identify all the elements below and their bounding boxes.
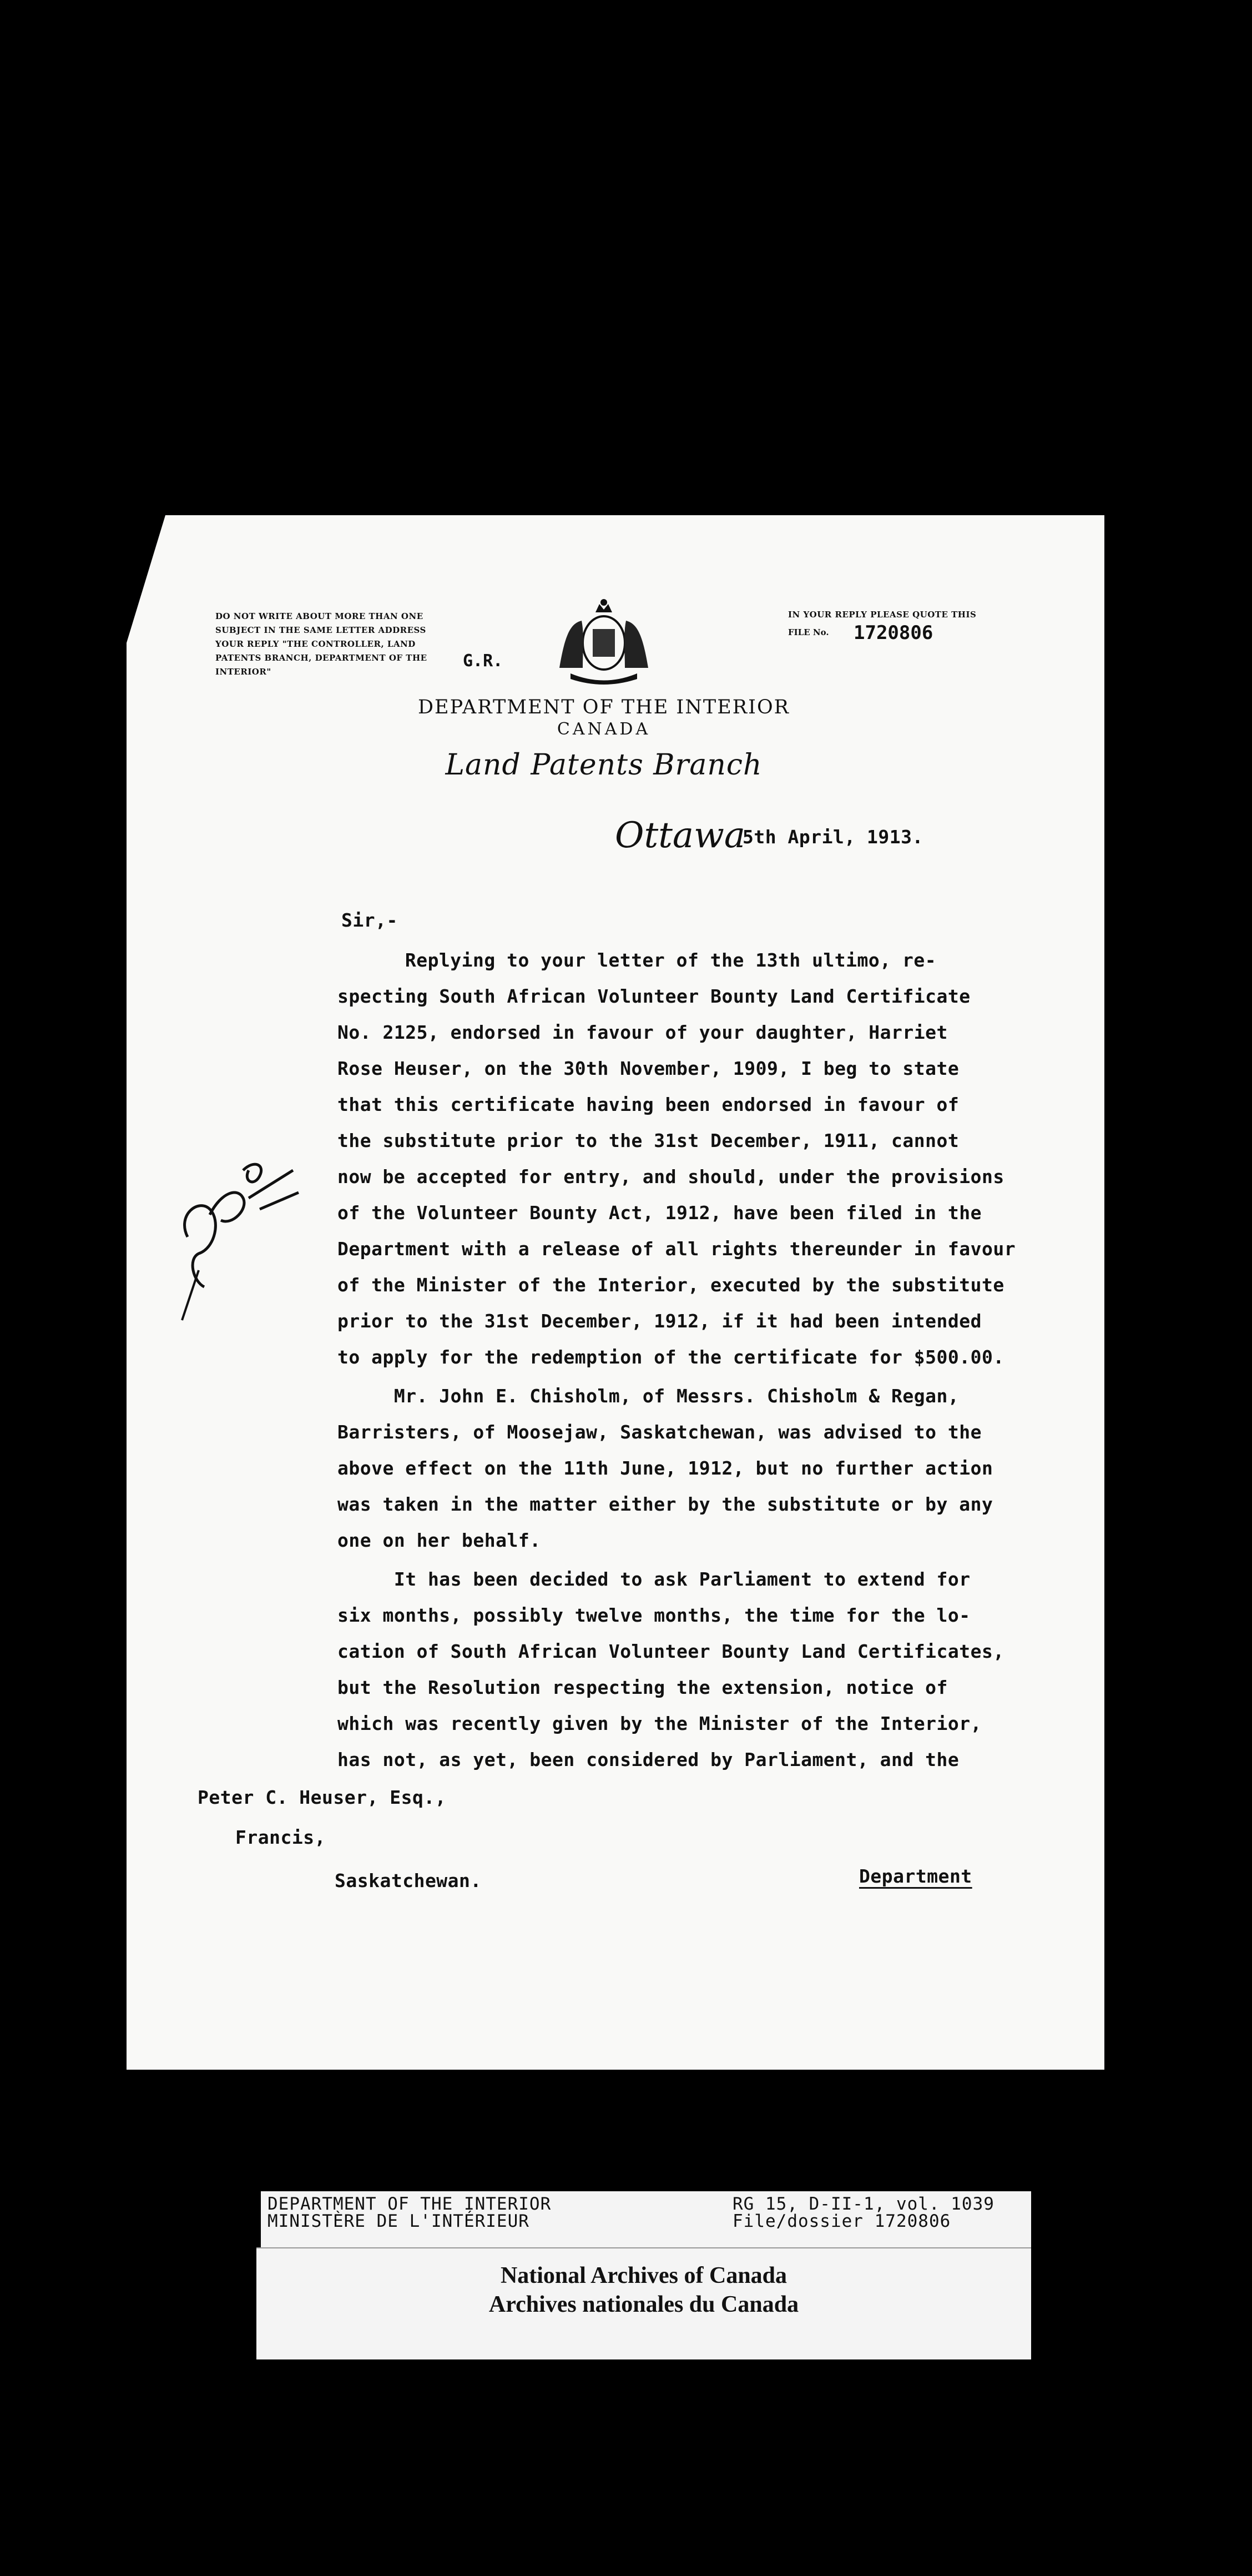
page-corner-fold [127, 515, 165, 643]
body-line: Department with a release of all rights thereunder in favour [337, 1238, 1016, 1260]
body-line: one on her behalf. [337, 1530, 541, 1551]
body-line: the substitute prior to the 31st December, 1911, cannot [337, 1130, 960, 1151]
instruction-note: DO NOT WRITE ABOUT MORE THAN ONE SUBJECT IN THE SAME LETTER ADDRESS YOUR REPLY "THE CONTROLLER, LAND PATENTS BRANCH, DEPARTMENT OF THE INTERIOR" [215, 611, 427, 677]
archives-name-en: National Archives of Canada [500, 2263, 787, 2288]
body-line: cation of South African Volunteer Bounty Land Certificates, [337, 1641, 1004, 1662]
address-line: Saskatchewan. [335, 1870, 482, 1891]
body-line: has not, as yet, been considered by Parliament, and the [337, 1749, 960, 1770]
archives-name-fr: Archives nationales du Canada [488, 2292, 799, 2317]
body-line: No. 2125, endorsed in favour of your daughter, Harriet [337, 1022, 948, 1043]
address-line: Francis, [235, 1827, 326, 1848]
body-line: Rose Heuser, on the 30th November, 1909, I beg to state [337, 1058, 960, 1079]
archives-name-label [256, 2247, 1031, 2359]
body-line: was taken in the matter either by the substitute or by any [337, 1493, 993, 1515]
department-fr: MINISTÈRE DE L'INTÉRIEUR [267, 2211, 529, 2231]
initials: G.R. [463, 651, 503, 671]
body-line: Replying to your letter of the 13th ultimo, re- [349, 949, 937, 971]
archive-reference-label [261, 2191, 1031, 2251]
file-number: 1720806 [854, 622, 933, 644]
body-line: of the Minister of the Interior, executed by the substitute [337, 1274, 1004, 1296]
body-line: which was recently given by the Minister of the Interior, [337, 1713, 982, 1734]
branch-name: Land Patents Branch [445, 748, 763, 782]
royal-coat-of-arms-icon [548, 590, 659, 685]
body-line: specting South African Volunteer Bounty Land Certificate [337, 985, 971, 1007]
body-line: Barristers, of Moosejaw, Saskatchewan, was advised to the [337, 1421, 982, 1443]
body-line: It has been decided to ask Parliament to extend for [337, 1568, 971, 1590]
continued-note: Department [859, 1865, 972, 1887]
archive-ref: RG 15, D-II-1, vol. 1039 [733, 2194, 994, 2214]
body-line: six months, possibly twelve months, the time for the lo- [337, 1604, 971, 1626]
department-en: DEPARTMENT OF THE INTERIOR [267, 2194, 552, 2214]
body-line: of the Volunteer Bounty Act, 1912, have been filed in the [337, 1202, 982, 1224]
department-name: DEPARTMENT OF THE INTERIOR [417, 696, 790, 718]
address-line: Peter C. Heuser, Esq., [198, 1787, 447, 1808]
file-label: FILE No. [788, 627, 829, 637]
body-line: but the Resolution respecting the extension, notice of [337, 1677, 948, 1698]
reply-quote-note: IN YOUR REPLY PLEASE QUOTE THIS [788, 610, 977, 620]
salutation: Sir,- [341, 909, 398, 931]
body-line: that this certificate having been endorsed in favour of [337, 1094, 960, 1115]
body-line: prior to the 31st December, 1912, if it had been intended [337, 1310, 982, 1332]
handwritten-initials-icon [165, 1104, 310, 1326]
body-line: above effect on the 11th June, 1912, but no further action [337, 1457, 993, 1479]
body-line: to apply for the redemption of the certificate for $500.00. [337, 1346, 1004, 1368]
country-name: CANADA [557, 720, 651, 739]
letter-date: 5th April, 1913. [743, 826, 923, 848]
letter-page [127, 515, 1104, 2070]
place-name: Ottawa [615, 815, 745, 856]
archive-file: File/dossier 1720806 [733, 2211, 951, 2231]
body-line: Mr. John E. Chisholm, of Messrs. Chisholm & Regan, [337, 1385, 960, 1407]
body-line: now be accepted for entry, and should, under the provisions [337, 1166, 1004, 1188]
